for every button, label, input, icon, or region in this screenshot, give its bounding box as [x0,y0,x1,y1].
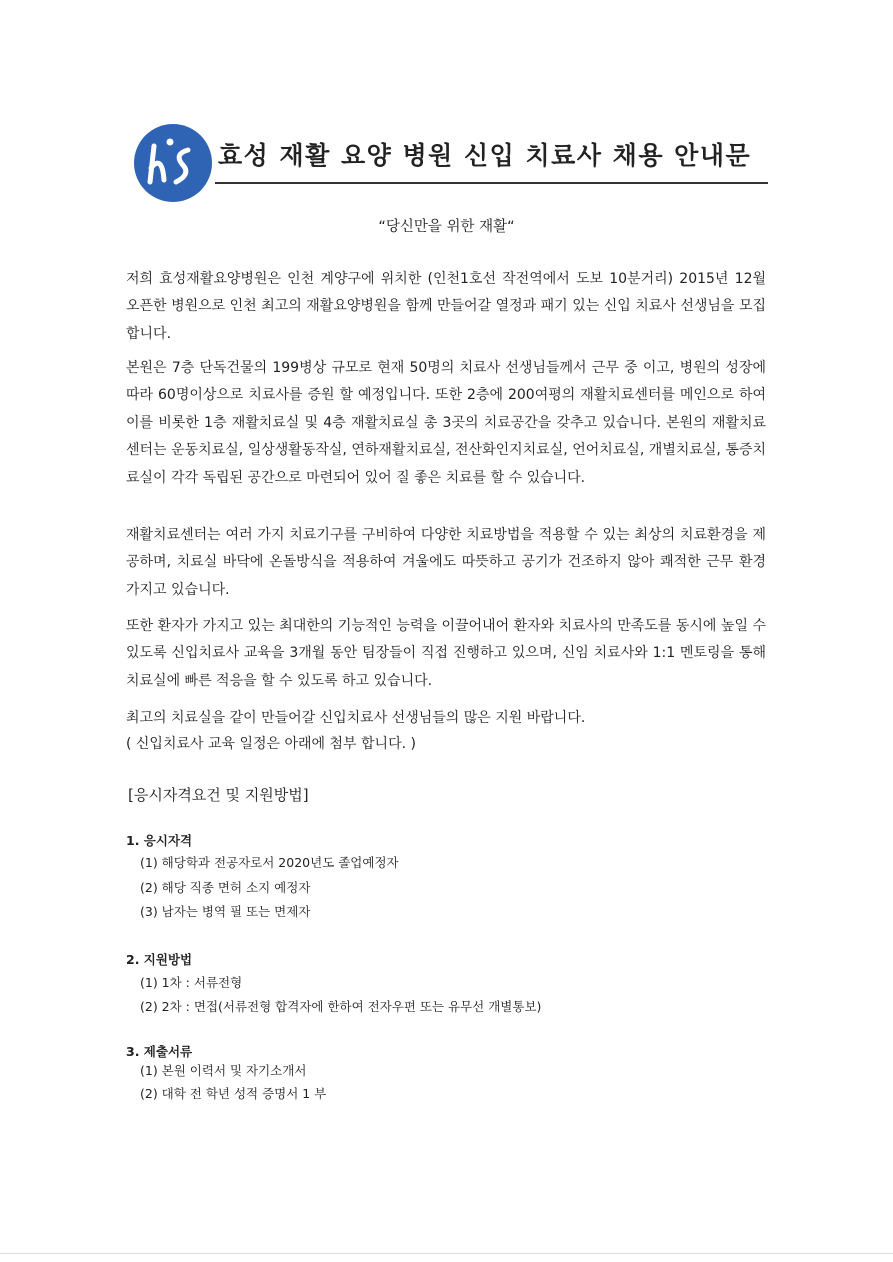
environment-paragraph: 재활치료센터는 여러 가지 치료기구를 구비하여 다양한 치료방법을 적용할 수 있는 최상의 치료환경을 제공하며, 치료실 바닥에 온돌방식을 적용하여 겨울에도 따뜻하고 공기가 건조하지 않아 쾌적한 근무 환경 가지고 있습니다. [126,527,766,598]
list-item: (1) 1차 : 서류전형 [140,975,243,990]
title-underline [215,182,768,184]
list-item: (2) 대학 전 학년 성적 증명서 1 부 [140,1086,327,1101]
training-paragraph: 또한 환자가 가지고 있는 최대한의 기능적인 능력을 이끌어내어 환자와 치료사의 만족도를 동시에 높일 수 있도록 신입치료사 교육을 3개월 동안 팀장들이 직접 진행하고 있으며, 신임 치료사와 1:1 멘토링을 통해 치료실에 빠른 적응을 할 수 있도록 하고 있습니다. [126,618,766,689]
document-subtitle: “당신만을 위한 재활“ [378,219,515,235]
list-item: (1) 본원 이력서 및 자기소개서 [140,1063,307,1078]
facility-paragraph: 본원은 7층 단독건물의 199병상 규모로 현재 50명의 치료사 선생님들께서 근무 중 이고, 병원의 성장에 따라 60명이상으로 치료사를 증원 할 예정입니다. 또한 2층에 200여평의 재활치료센터를 메인으로 하여 이를 비롯한 1층 재활치료실 및 4층 재활치료실 총 3곳의 치료공간을 갖추고 있습니다. 본원의 재활치료센터는 운동치료실, 일상생활동작실, 연하재활치료실, 전산화인지치료실, 언어치료실, 개별치료실, 통증치료실이 각각 독립된 공간으로 마련되어 있어 질 좋은 치료를 할 수 있습니다. [126,360,766,486]
list-item: (2) 해당 직종 면허 소지 예정자 [140,880,311,895]
closing-line-1: 최고의 치료실을 같이 만들어갈 신입치료사 선생님들의 많은 지원 바랍니다. [126,710,586,726]
list-item: (2) 2차 : 면접(서류전형 합격자에 한하여 전자우편 또는 유무선 개별통보) [140,999,542,1014]
section-title: 3. 제출서류 [126,1044,193,1059]
page-bottom-edge [0,1253,893,1254]
section-title: 1. 응시자격 [126,833,193,848]
hs-logo-icon [134,124,212,202]
requirements-heading: [응시자격요건 및 지원방법] [128,786,309,804]
list-item: (3) 남자는 병역 필 또는 면제자 [140,904,311,919]
document-title: 효성 재활 요양 병원 신입 치료사 채용 안내문 [218,141,752,170]
closing-line-2: ( 신입치료사 교육 일정은 아래에 첨부 합니다. ) [126,736,416,752]
list-item: (1) 해당학과 전공자로서 2020년도 졸업예정자 [140,855,399,870]
hospital-logo [134,124,212,202]
section-title: 2. 지원방법 [126,952,193,967]
intro-paragraph: 저희 효성재활요양병원은 인천 계양구에 위치한 (인천1호선 작전역에서 도보 10분거리) 2015년 12월 오픈한 병원으로 인천 최고의 재활요양병원을 함께 만들어갈 열정과 패기 있는 신입 치료사 선생님을 모집합니다. [126,271,766,342]
